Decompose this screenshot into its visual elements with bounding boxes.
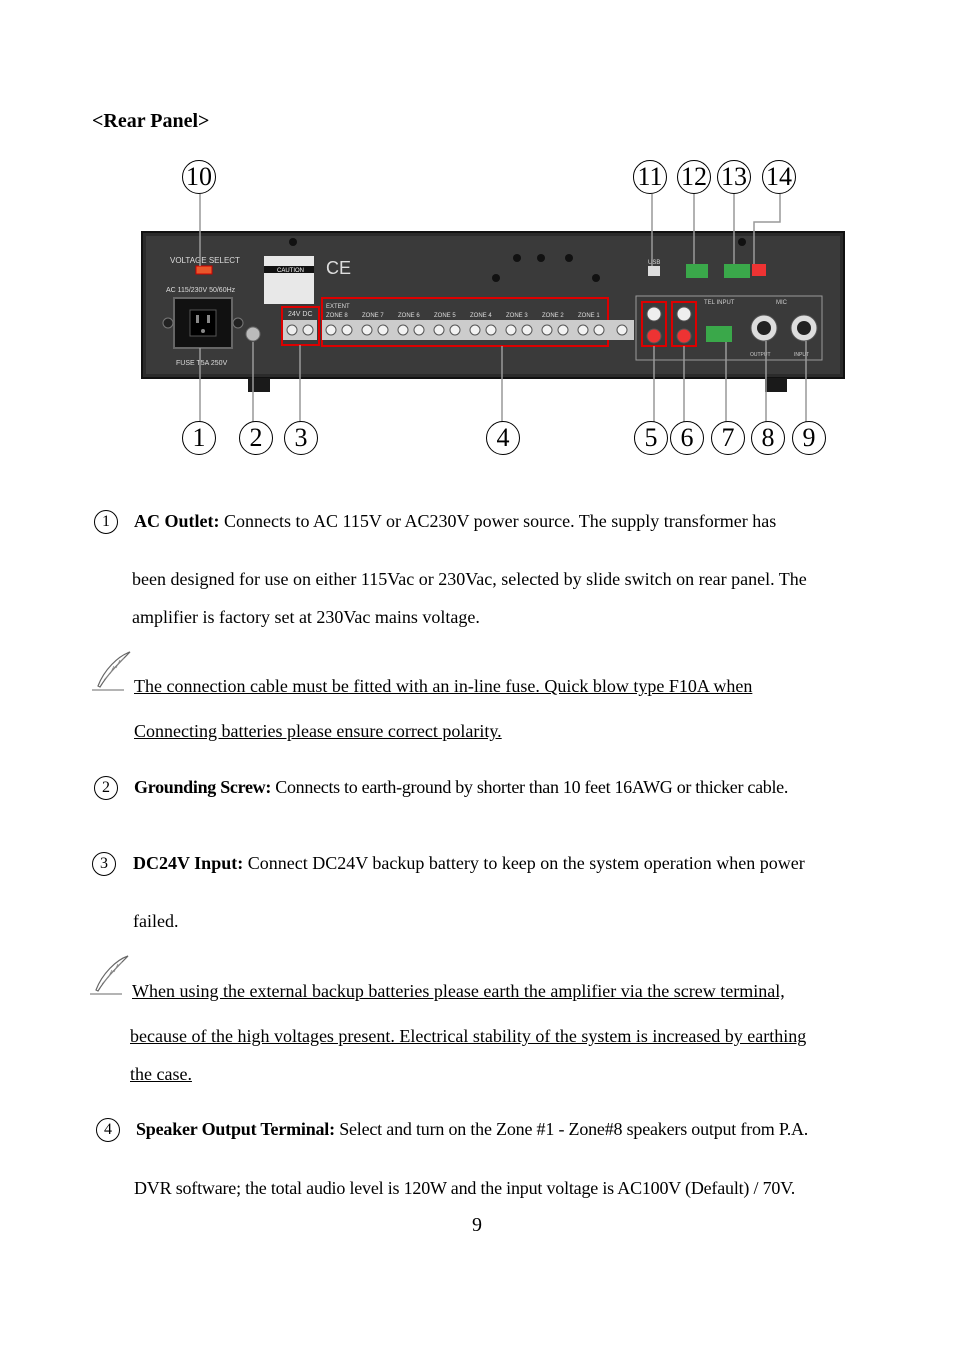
item-3-line-1 — [133, 852, 805, 874]
item-number-1: 1 — [94, 510, 118, 534]
panel-zone-8: ZONE 8 — [326, 313, 348, 319]
note-1-line-2: Connecting batteries please ensure correct polarity. — [134, 721, 502, 741]
callout-5: 5 — [634, 421, 668, 455]
item-4-text: Select and turn on the Zone #1 - Zone#8 speakers output from P.A. — [334, 1119, 809, 1139]
item-number-3: 3 — [92, 852, 116, 876]
panel-ce-mark: CE — [326, 258, 352, 278]
panel-zone-6: ZONE 6 — [398, 313, 420, 319]
callout-4: 4 — [486, 421, 520, 455]
item-2-line-1 — [134, 776, 788, 798]
rear-panel-illustration — [140, 160, 850, 460]
page-number: 9 — [472, 1214, 482, 1236]
panel-voltage-select: VOLTAGE SELECT — [170, 256, 240, 265]
item-3-line-2: failed. — [133, 911, 179, 931]
panel-zone-2: ZONE 2 — [542, 313, 564, 319]
item-1-line-1 — [134, 510, 776, 532]
item-4-line-2: DVR software; the total audio level is 120W and the input voltage is AC100V (Default) / 70V. — [134, 1178, 795, 1198]
note-feather-icon — [90, 648, 134, 694]
panel-zone-4: ZONE 4 — [470, 313, 492, 319]
item-1-text: Connects to AC 115V or AC230V power source. The supply transformer has — [219, 511, 777, 531]
panel-mic-output: OUTPUT — [750, 352, 771, 358]
note-2-line-3: the case. — [130, 1064, 192, 1084]
item-1-title: AC Outlet: — [134, 511, 220, 531]
item-4-title: Speaker Output Terminal: — [136, 1119, 335, 1139]
panel-zone-1: ZONE 1 — [578, 313, 600, 319]
panel-zone-3: ZONE 3 — [506, 313, 528, 319]
panel-mic-input: INPUT — [794, 352, 809, 358]
callout-13: 13 — [717, 160, 751, 194]
note-feather-icon-2 — [88, 952, 132, 998]
callout-9: 9 — [792, 421, 826, 455]
item-2-title: Grounding Screw: — [134, 777, 272, 797]
panel-fuse: FUSE T5A 250V — [176, 360, 228, 367]
panel-extent: EXTENT — [326, 304, 350, 310]
callout-2: 2 — [239, 421, 273, 455]
callout-3: 3 — [284, 421, 318, 455]
item-1-line-2: been designed for use on either 115Vac or 230Vac, selected by slide switch on rear panel. The — [132, 569, 807, 589]
callout-7: 7 — [711, 421, 745, 455]
item-3-text: Connect DC24V backup battery to keep on the system operation when power — [243, 853, 805, 873]
note-2-line-2: because of the high voltages present. Electrical stability of the system is increased by earthing — [130, 1026, 807, 1046]
note-2-line-1: When using the external backup batteries please earth the amplifier via the screw terminal, — [132, 981, 785, 1001]
callout-12: 12 — [677, 160, 711, 194]
callout-8: 8 — [751, 421, 785, 455]
callout-14: 14 — [762, 160, 796, 194]
panel-ac-rating: AC 115/230V 50/60Hz — [166, 287, 236, 294]
item-2-text: Connects to earth-ground by shorter than 10 feet 16AWG or thicker cable. — [271, 777, 789, 797]
page-heading: <Rear Panel> — [92, 110, 210, 132]
panel-tel-input: TEL INPUT — [704, 300, 735, 306]
panel-zone-7: ZONE 7 — [362, 313, 384, 319]
panel-caution: CAUTION — [277, 268, 304, 274]
item-1-line-3: amplifier is factory set at 230Vac mains voltage. — [132, 607, 480, 627]
callout-10: 10 — [182, 160, 216, 194]
panel-dc-label: 24V DC — [288, 311, 313, 318]
rear-panel-figure — [140, 160, 850, 460]
note-1-line-1: The connection cable must be fitted with an in-line fuse. Quick blow type F10A when — [134, 676, 753, 696]
callout-6: 6 — [670, 421, 704, 455]
panel-zone-5: ZONE 5 — [434, 313, 456, 319]
item-4-line-1 — [136, 1118, 808, 1140]
callout-1: 1 — [182, 421, 216, 455]
item-3-title: DC24V Input: — [133, 853, 244, 873]
callout-11: 11 — [633, 160, 667, 194]
panel-mic: MIC — [776, 300, 787, 306]
panel-usb: USB — [648, 260, 661, 266]
item-number-4: 4 — [96, 1118, 120, 1142]
item-number-2: 2 — [94, 776, 118, 800]
